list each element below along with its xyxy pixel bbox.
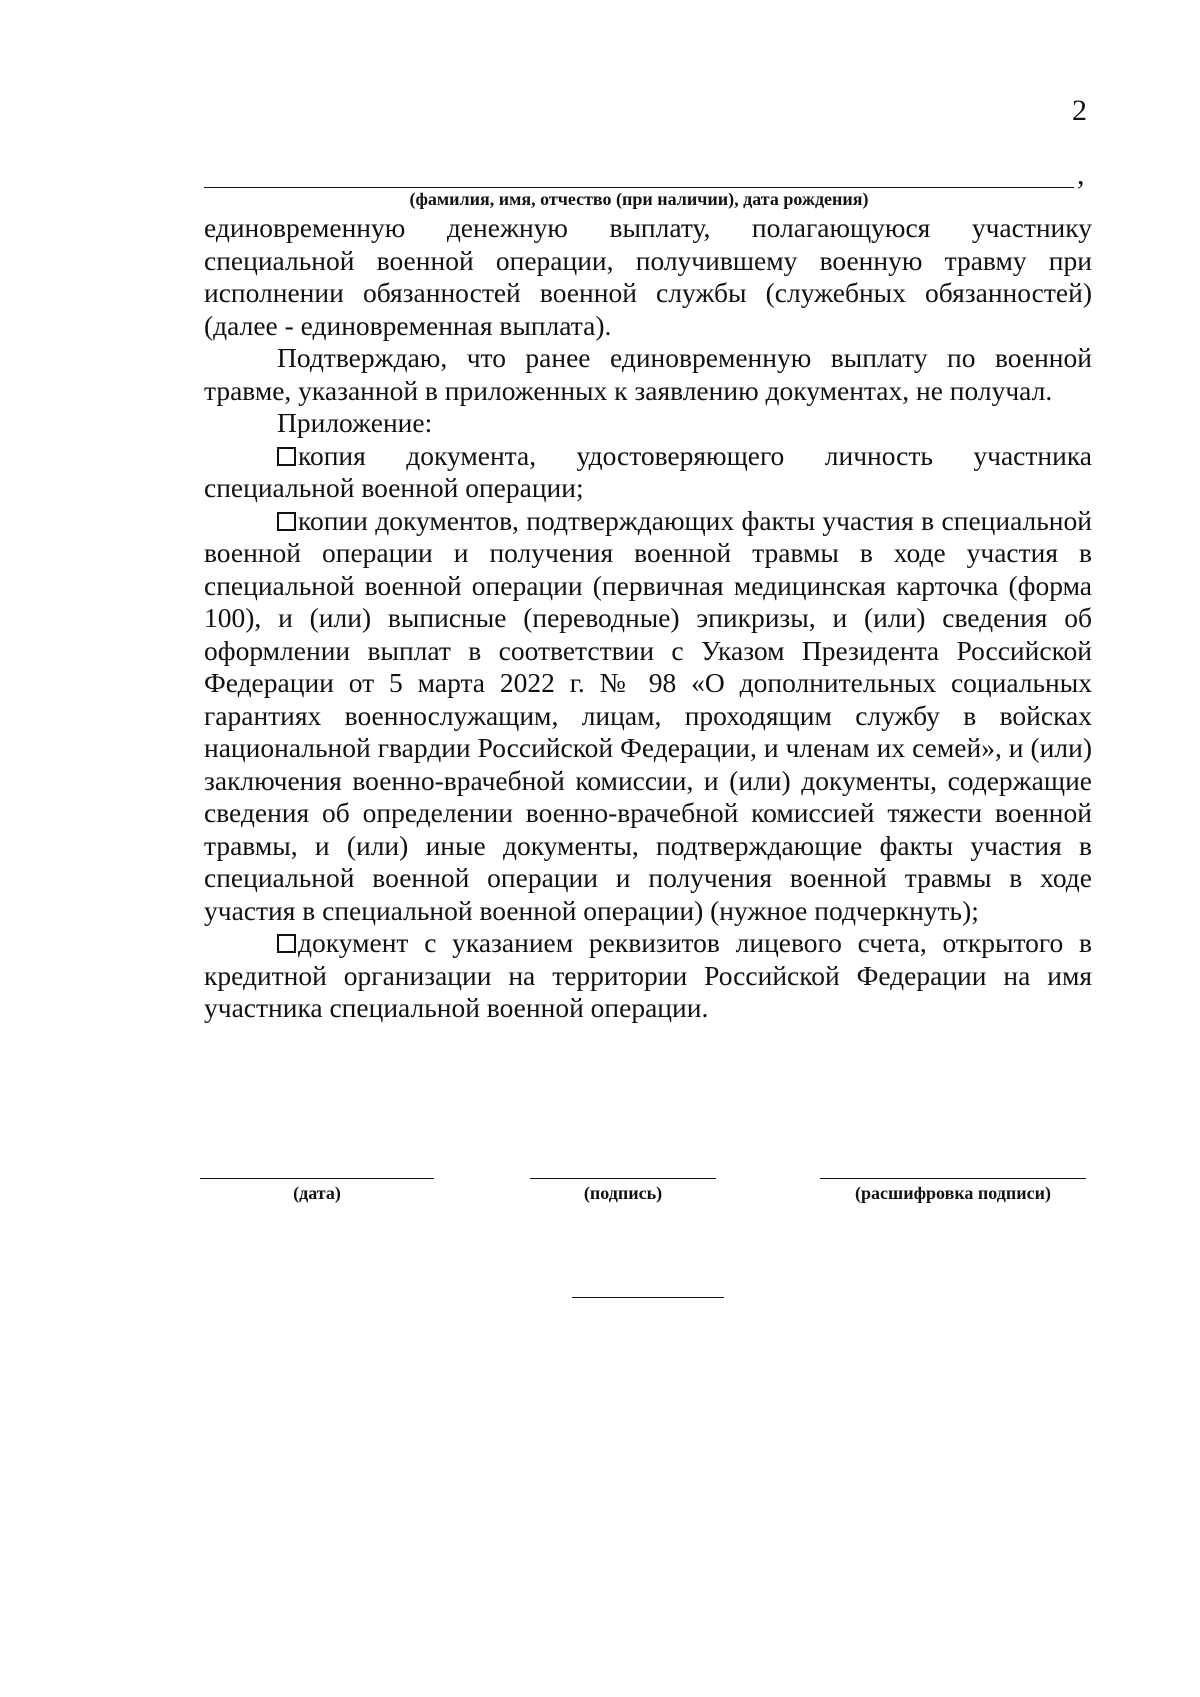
signature-caption: (подпись) bbox=[583, 1183, 663, 1203]
applicant-name-caption: (фамилия, имя, отчество (при наличии), дата рождения) bbox=[409, 189, 869, 209]
signature-decoding-line bbox=[820, 1178, 1086, 1179]
signature-field[interactable] bbox=[530, 1178, 716, 1204]
document-end-line bbox=[572, 1297, 724, 1298]
attachment-item-bank-account-document bbox=[204, 927, 1092, 1025]
attachments-heading: Приложение: bbox=[277, 407, 433, 438]
attachment-checkbox-identity-document[interactable] bbox=[277, 447, 296, 466]
document-body bbox=[204, 212, 1092, 1025]
signature-line bbox=[530, 1178, 716, 1179]
attachment-text-bank-account-document: документ с указанием реквизитов лицевого счета, открытого в кредитной организации на территории Российской Федерации на имя участника специальной военной операции. bbox=[204, 927, 1092, 1023]
applicant-name-comma: , bbox=[1077, 158, 1085, 191]
date-caption: (дата) bbox=[293, 1183, 341, 1203]
attachment-checkbox-participation-documents[interactable] bbox=[277, 512, 296, 531]
signature-decoding-field[interactable] bbox=[820, 1178, 1086, 1204]
attachment-text-participation-documents: копии документов, подтверждающих факты участия в специальной военной операции и получения военной травмы в ходе участия в специальной военной операции (первичная медицинская карточка (форма 100), и (или) выписные (переводные) эпикризы, и (или) сведения об оформлении выплат в соответствии с Указом Президента Российской Федерации от 5 марта 2022 г. № 98 «О дополнительных социальных гарантиях военнослужащим, лицам, проходящим службу в войсках национальной гвардии Российской Федерации, и членам их семей», и (или) заключения военно-врачебной комиссии, и (или) документы, содержащие сведения об определении военно-врачебной комиссией тяжести военной травмы, и (или) иные документы, подтверждающие факты участия в специальной военной операции и получения военной травмы в ходе участия в специальной военной операции) (нужное подчеркнуть); bbox=[204, 504, 1092, 926]
signature-decoding-caption: (расшифровка подписи) bbox=[855, 1183, 1051, 1203]
attachment-checkbox-bank-account-document[interactable] bbox=[277, 934, 296, 953]
payment-paragraph: единовременную денежную выплату, полагающуюся участнику специальной военной операции, получившему военную травму при исполнении обязанностей военной службы (служебных обязанностей) (далее - единовременная выплата). bbox=[204, 212, 1092, 341]
confirmation-paragraph: Подтверждаю, что ранее единовременную выплату по военной травме, указанной в приложенных к заявлению документах, не получал. bbox=[204, 342, 1092, 406]
page-number: 2 bbox=[1072, 94, 1087, 127]
date-line bbox=[200, 1178, 434, 1179]
attachment-text-identity-document: копия документа, удостоверяющего личность участника специальной военной операции; bbox=[204, 439, 1092, 503]
date-field[interactable] bbox=[200, 1178, 434, 1204]
attachment-item-identity-document bbox=[204, 440, 1092, 505]
attachment-item-participation-documents bbox=[204, 505, 1092, 928]
